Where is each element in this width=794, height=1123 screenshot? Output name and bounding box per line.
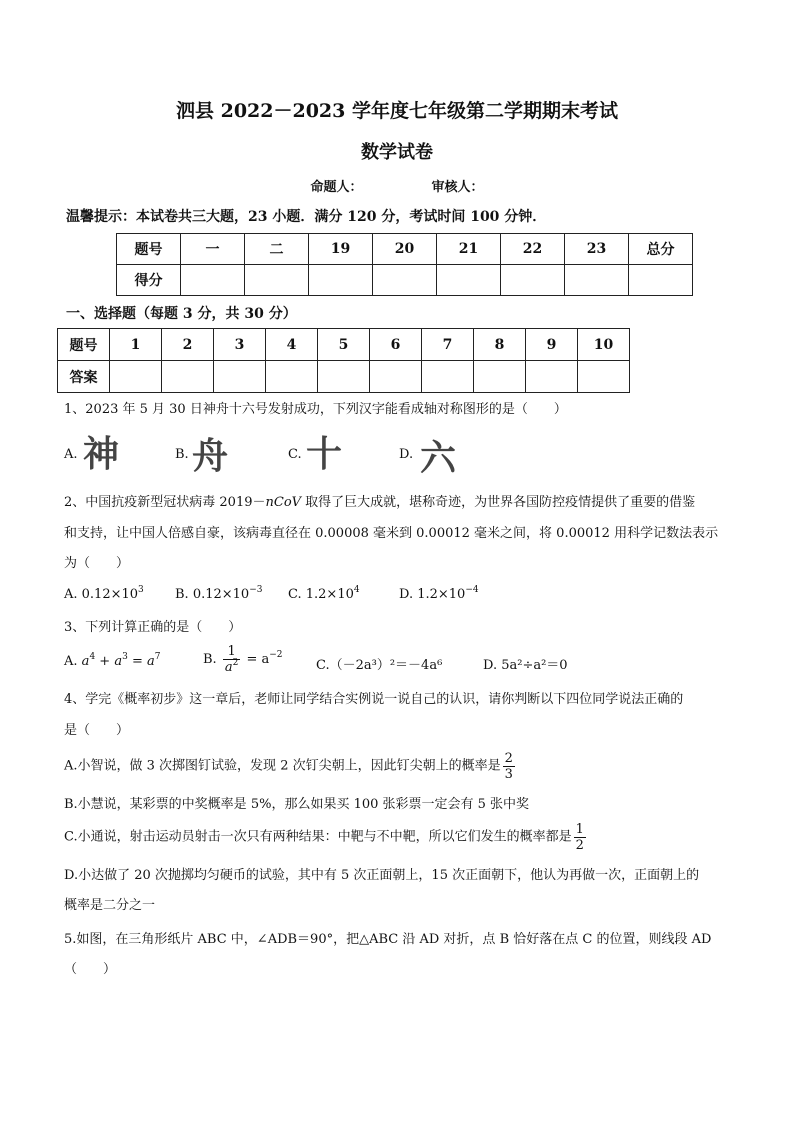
q4-c-den: 2: [575, 838, 584, 853]
q4-a-num: 2: [504, 751, 513, 766]
score-header-cell: 19: [309, 234, 373, 265]
q2-option-a-base: A. 0.12×10: [64, 587, 139, 602]
q3-b-rhs-text: = a: [242, 652, 270, 667]
score-cell[interactable]: [309, 265, 373, 296]
score-header-cell: 23: [565, 234, 629, 265]
q4-option-c: [64, 822, 588, 853]
answer-header-cell: 9: [526, 329, 578, 361]
q3-a-v2: a: [114, 654, 123, 669]
answer-header-cell: 8: [474, 329, 526, 361]
q3-option-a: [64, 654, 161, 669]
q2-option-a-exp: 3: [138, 585, 144, 595]
q1-option-b-char: 舟: [192, 436, 229, 477]
answer-table-answer-row: [58, 361, 630, 393]
answer-header-cell: 6: [370, 329, 422, 361]
answer-header-cell: 2: [162, 329, 214, 361]
q2-option-a: [64, 587, 144, 602]
q3-b-rhs: [242, 652, 282, 667]
answer-table: [57, 328, 630, 393]
answer-cell[interactable]: [578, 361, 630, 393]
q1-option-a-label: A.: [64, 447, 78, 462]
q4-c-fraction: [574, 822, 586, 853]
reviewer-label: 审核人：: [431, 180, 484, 195]
q4-line2: 是（ ）: [64, 723, 130, 738]
answer-row-label: 答案: [58, 361, 110, 393]
q2-option-b: [175, 587, 262, 602]
answer-header-cell: 10: [578, 329, 630, 361]
answer-cell[interactable]: [266, 361, 318, 393]
score-row-label: 得分: [117, 265, 181, 296]
q2-line1-a: 2、中国抗疫新型冠状病毒 2019－: [64, 495, 266, 510]
exam-title: 泗县 2022－2023 学年度七年级第二学期期末考试: [176, 100, 618, 122]
score-cell[interactable]: [501, 265, 565, 296]
answer-cell[interactable]: [370, 361, 422, 393]
answer-header-cell: 7: [422, 329, 474, 361]
answer-header-cell: 题号: [58, 329, 110, 361]
score-table: [116, 233, 693, 296]
score-header-cell: 21: [437, 234, 501, 265]
score-table-header-row: [117, 234, 693, 265]
exam-tip: 温馨提示：本试卷共三大题，23 小题．满分 120 分，考试时间 100 分钟．: [66, 209, 547, 225]
answer-header-cell: 3: [214, 329, 266, 361]
answer-cell[interactable]: [110, 361, 162, 393]
score-cell[interactable]: [245, 265, 309, 296]
answer-header-cell: 4: [266, 329, 318, 361]
score-cell[interactable]: [629, 265, 693, 296]
score-header-cell: 总分: [629, 234, 693, 265]
q1-option-d-char: 六: [420, 438, 457, 479]
q3-b-fraction: [223, 644, 241, 675]
q3-a-v1: a: [81, 654, 90, 669]
answer-cell[interactable]: [318, 361, 370, 393]
score-cell[interactable]: [181, 265, 245, 296]
q1-option-b-label: B.: [175, 447, 189, 462]
q3-b-frac-den-exp: 2: [232, 658, 239, 668]
q4-c-num: 1: [575, 822, 584, 837]
q4-option-a: [64, 751, 517, 782]
q1-option-c-label: C.: [288, 447, 302, 462]
q1-stem: 1、2023 年 5 月 30 日神舟十六号发射成功，下列汉字能看成轴对称图形的是（ ）: [64, 402, 567, 417]
answer-header-cell: 5: [318, 329, 370, 361]
q2-option-b-base: B. 0.12×10: [175, 587, 250, 602]
q2-virus-name: nCoV: [265, 495, 302, 510]
q3-a-e1: 4: [89, 652, 96, 662]
q4-a-den: 3: [504, 767, 513, 782]
answer-table-header-row: [58, 329, 630, 361]
q3-a-e2: 3: [122, 652, 128, 662]
q2-option-c: [288, 587, 360, 602]
q1-option-a-char: 神: [83, 434, 120, 475]
q3-b-frac-num: 1: [223, 644, 241, 660]
q2-line2: 和支持，让中国人倍感自豪，该病毒直径在 0.00008 毫米到 0.00012 毫米之间，将 0.00012 用科学记数法表示: [64, 526, 719, 541]
q4-option-d-line2: 概率是二分之一: [64, 898, 156, 913]
answer-cell[interactable]: [422, 361, 474, 393]
answer-cell[interactable]: [214, 361, 266, 393]
score-table-score-row: [117, 265, 693, 296]
q2-option-b-exp: −3: [249, 585, 263, 595]
q2-line1-b: 取得了巨大成就，堪称奇迹，为世界各国防控疫情提供了重要的借鉴: [301, 495, 696, 510]
q2-option-d-exp: −4: [465, 585, 479, 595]
q3-b-label: B.: [203, 652, 217, 667]
score-cell[interactable]: [565, 265, 629, 296]
q4-line1: 4、学完《概率初步》这一章后，老师让同学结合实例说一说自己的认识，请你判断以下四位同学说法正确的: [64, 692, 684, 707]
q3-b-rhs-exp: −2: [269, 650, 283, 660]
q4-c-text: C.小通说，射击运动员射击一次只有两种结果：中靶与不中靶，所以它们发生的概率都是: [64, 829, 572, 845]
q2-line1: [64, 493, 695, 513]
q2-option-d: [399, 587, 479, 602]
q3-option-d: D. 5a²÷a²＝0: [483, 658, 568, 673]
q5-line2: （ ）: [64, 962, 117, 977]
q3-b-frac-den-var: a: [224, 660, 233, 675]
q1-option-d-label: D.: [399, 447, 414, 462]
q4-a-text: A.小智说，做 3 次掷图钉试验，发现 2 次钉尖朝上，因此钉尖朝上的概率是: [64, 758, 501, 774]
score-header-cell: 题号: [117, 234, 181, 265]
q3-option-c: C.（－2a³）²＝－4a⁶: [316, 658, 443, 673]
q2-option-d-base: D. 1.2×10: [399, 587, 466, 602]
q3-a-v3: a: [147, 654, 155, 669]
q1-option-c-char: 十: [306, 434, 343, 475]
q2-line3: 为（ ）: [64, 556, 130, 571]
q5-line1: 5.如图，在三角形纸片 ABC 中，∠ADB＝90°，把△ABC 沿 AD 对折，点 B 恰好落在点 C 的位置，则线段 AD: [64, 932, 712, 947]
q3-a-e3: 7: [154, 652, 161, 662]
q4-option-d-line1: D.小达做了 20 次抛掷均匀硬币的试验，其中有 5 次正面朝上，15 次正面朝下，他认为再做一次，正面朝上的: [64, 868, 700, 883]
score-header-cell: 一: [181, 234, 245, 265]
q3-stem: 3、下列计算正确的是（ ）: [64, 620, 242, 635]
q2-option-c-exp: 4: [353, 585, 360, 595]
q3-a-label: A.: [64, 654, 78, 669]
exam-subtitle: 数学试卷: [361, 142, 433, 163]
score-cell[interactable]: [373, 265, 437, 296]
section1-heading: 一、选择题（每题 3 分，共 30 分）: [66, 306, 297, 322]
q2-option-c-base: C. 1.2×10: [288, 587, 354, 602]
q3-b-frac-den: [223, 660, 241, 675]
q4-option-b: B.小慧说，某彩票的中奖概率是 5%，那么如果买 100 张彩票一定会有 5 张中奖: [64, 797, 530, 812]
setter-label: 命题人：: [310, 180, 363, 195]
answer-cell[interactable]: [474, 361, 526, 393]
score-cell[interactable]: [437, 265, 501, 296]
score-header-cell: 22: [501, 234, 565, 265]
score-header-cell: 20: [373, 234, 437, 265]
q3-option-b: [203, 644, 283, 675]
answer-header-cell: 1: [110, 329, 162, 361]
score-header-cell: 二: [245, 234, 309, 265]
answer-cell[interactable]: [526, 361, 578, 393]
q4-a-fraction: [503, 751, 515, 782]
q3-a-eq: =: [127, 654, 148, 669]
answer-cell[interactable]: [162, 361, 214, 393]
q3-a-plus: +: [95, 654, 115, 669]
setters-line: [0, 176, 794, 195]
